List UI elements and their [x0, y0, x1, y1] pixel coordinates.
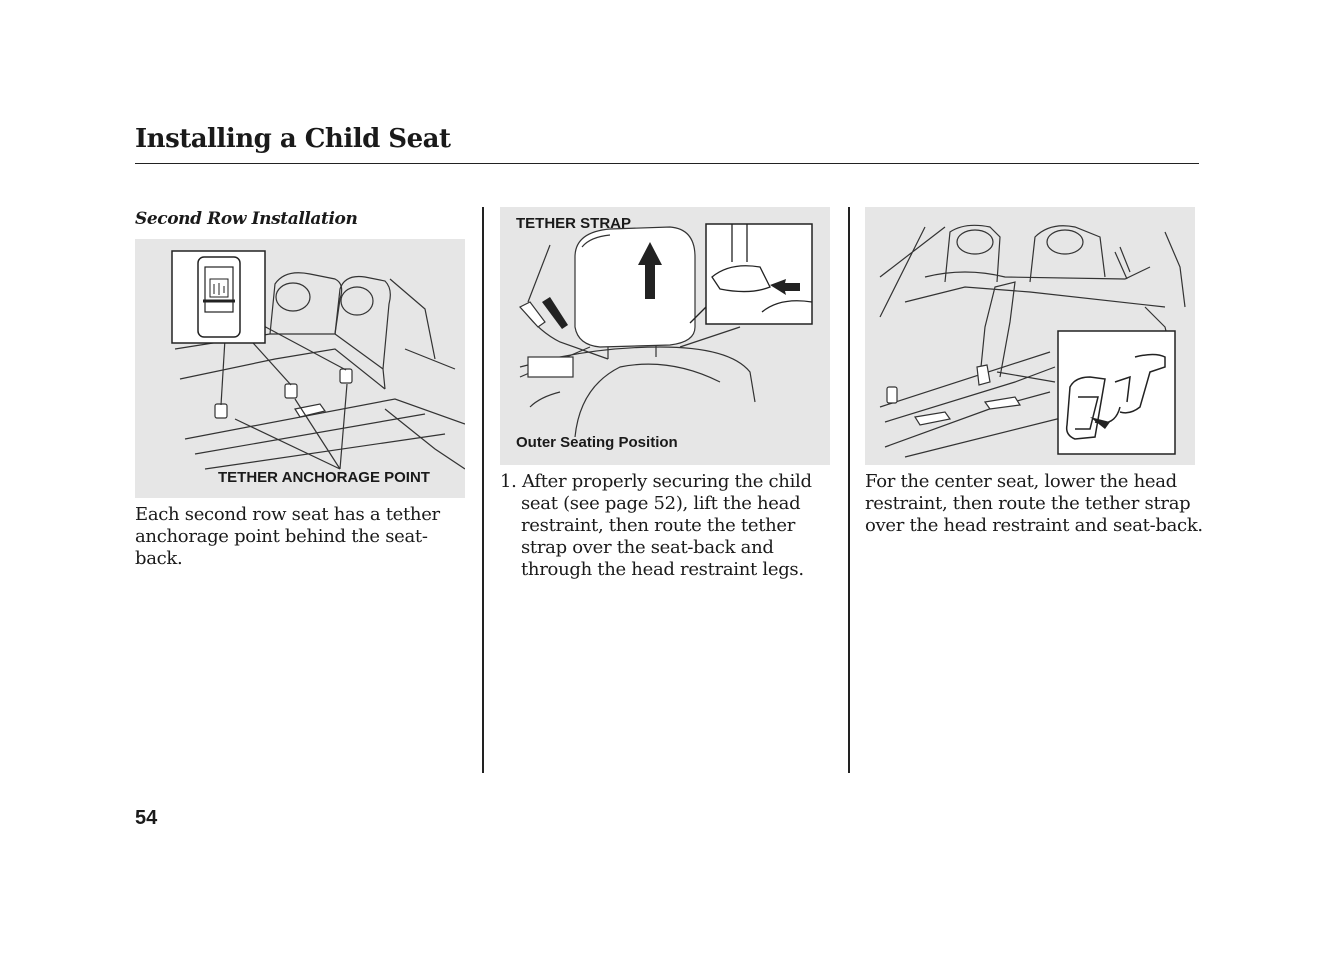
- title-rule: [135, 163, 1199, 164]
- outer-seating-label: Outer Seating Position: [516, 434, 678, 451]
- section-heading: Second Row Installation: [135, 209, 358, 229]
- figure-tether-anchorage: [135, 239, 465, 498]
- page-title: Installing a Child Seat: [135, 124, 451, 154]
- column-divider-1: [482, 207, 484, 773]
- tether-anchorage-label: TETHER ANCHORAGE POINT: [218, 469, 430, 486]
- left-column-text: Each second row seat has a tether anchorage point behind the seat-back.: [135, 504, 440, 569]
- seat-anchorage-illustration: [135, 239, 465, 498]
- tether-strap-label: TETHER STRAP: [516, 215, 632, 232]
- column-divider-2: [848, 207, 850, 773]
- figure-outer-seating: [500, 207, 830, 465]
- right-column-text: For the center seat, lower the head restraint, then route the tether strap over the head restraint and seat-back.: [865, 471, 1203, 536]
- center-seat-strap-illustration: [865, 207, 1195, 465]
- page-number: 54: [135, 807, 158, 829]
- figure-center-seat: [865, 207, 1195, 465]
- middle-column-step: 1. After properly securing the child seat (see page 52), lift the head restraint, then route the tether strap over the seat-back and through the head restraint legs.: [500, 471, 812, 580]
- headrest-strap-illustration: [500, 207, 830, 465]
